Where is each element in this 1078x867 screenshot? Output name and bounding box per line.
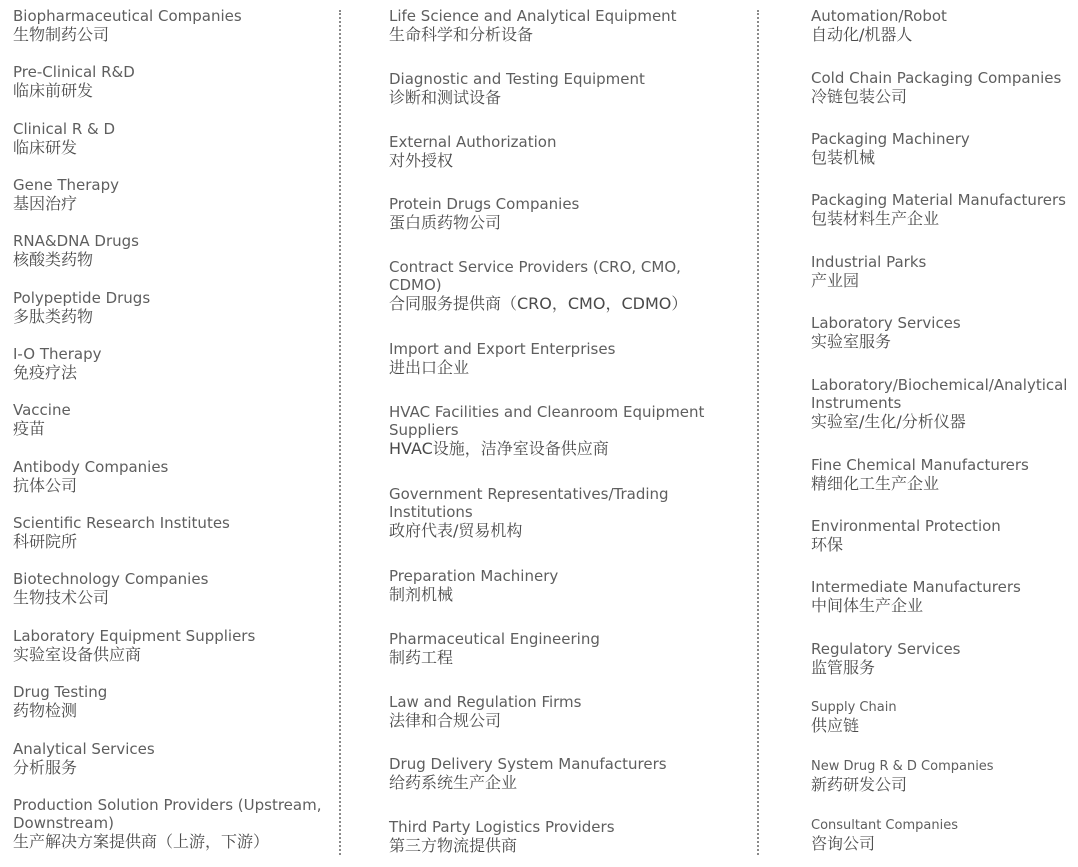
category-name-en: Regulatory Services [811, 640, 961, 658]
category-name-en: I-O Therapy [13, 345, 102, 363]
category-name-en: RNA&DNA Drugs [13, 232, 139, 250]
category-name-en: Government Representatives/Trading Institutions [389, 485, 669, 521]
category-name-en: Production Solution Providers (Upstream, Downstream) [13, 796, 322, 832]
category-name-en: Laboratory/Biochemical/Analytical Instruments [811, 376, 1068, 412]
category-name-en: Laboratory Equipment Suppliers [13, 627, 256, 645]
category-item [811, 253, 1073, 291]
category-name-en: Protein Drugs Companies [389, 195, 580, 213]
category-name-zh: 制药工程 [389, 648, 454, 667]
category-item [13, 683, 333, 721]
category-item [389, 630, 719, 668]
category-item [389, 7, 719, 45]
category-name-zh: 制剂机械 [389, 585, 454, 604]
category-name-en: Pharmaceutical Engineering [389, 630, 600, 648]
category-item [389, 567, 719, 605]
category-name-zh: 生命科学和分析设备 [389, 25, 534, 44]
category-name-zh: 临床研发 [13, 138, 78, 157]
category-name-en: Intermediate Manufacturers [811, 578, 1021, 596]
category-name-en: Law and Regulation Firms [389, 693, 582, 711]
category-name-zh: 包装机械 [811, 148, 876, 167]
category-item [13, 627, 333, 665]
category-name-en: Consultant Companies [811, 818, 958, 833]
category-item [811, 376, 1073, 432]
category-name-en: Pre-Clinical R&D [13, 63, 135, 81]
category-name-en: Drug Testing [13, 683, 108, 701]
category-name-zh: 精细化工生产企业 [811, 474, 940, 493]
category-name-zh: 供应链 [811, 716, 860, 735]
category-item [13, 514, 333, 552]
category-name-en: Antibody Companies [13, 458, 169, 476]
category-name-en: HVAC Facilities and Cleanroom Equipment Suppliers [389, 403, 705, 439]
category-name-en: Fine Chemical Manufacturers [811, 456, 1029, 474]
category-item [811, 130, 1073, 168]
category-item [389, 258, 719, 314]
category-name-en: Biotechnology Companies [13, 570, 209, 588]
category-item [389, 403, 719, 459]
category-item [389, 693, 719, 731]
category-name-zh: 对外授权 [389, 151, 454, 170]
category-name-en: External Authorization [389, 133, 557, 151]
category-name-en: Analytical Services [13, 740, 155, 758]
category-name-zh: 生物制药公司 [13, 25, 110, 44]
category-name-zh: 政府代表/贸易机构 [389, 521, 523, 540]
category-name-zh: 给药系统生产企业 [389, 773, 518, 792]
category-name-zh: 药物检测 [13, 701, 78, 720]
category-name-zh: 包装材料生产企业 [811, 209, 940, 228]
category-name-zh: 监管服务 [811, 658, 876, 677]
category-name-zh: 临床前研发 [13, 81, 94, 100]
category-item [389, 195, 719, 233]
category-name-zh: 实验室/生化/分析仪器 [811, 412, 966, 431]
category-name-zh: 生产解决方案提供商（上游，下游） [13, 832, 270, 851]
category-name-en: Polypeptide Drugs [13, 289, 151, 307]
category-name-zh: 实验室设备供应商 [13, 645, 142, 664]
category-item [13, 458, 333, 496]
category-name-en: Environmental Protection [811, 517, 1001, 535]
category-item [811, 700, 1073, 736]
category-item [811, 640, 1073, 678]
category-name-en: Cold Chain Packaging Companies [811, 69, 1062, 87]
category-name-zh: 进出口企业 [389, 358, 470, 377]
category-name-en: Supply Chain [811, 700, 897, 715]
category-item [389, 70, 719, 108]
category-item [13, 289, 333, 327]
category-item [389, 818, 719, 856]
category-item [389, 485, 719, 541]
category-name-zh: 第三方物流提供商 [389, 836, 518, 855]
category-item [811, 818, 1073, 854]
category-name-en: Biopharmaceutical Companies [13, 7, 242, 25]
category-name-en: Contract Service Providers (CRO, CMO, CDMO) [389, 258, 681, 294]
category-item [811, 517, 1073, 555]
category-name-zh: 科研院所 [13, 532, 78, 551]
column-divider [757, 10, 759, 855]
category-name-zh: 合同服务提供商（CRO，CMO，CDMO） [389, 294, 688, 313]
category-name-en: Drug Delivery System Manufacturers [389, 755, 667, 773]
category-name-zh: 分析服务 [13, 758, 78, 777]
category-name-en: Laboratory Services [811, 314, 961, 332]
category-name-zh: 环保 [811, 535, 844, 554]
category-name-zh: 核酸类药物 [13, 250, 94, 269]
category-name-zh: 诊断和测试设备 [389, 88, 502, 107]
category-item [389, 755, 719, 793]
category-item [389, 340, 719, 378]
category-name-en: Import and Export Enterprises [389, 340, 616, 358]
category-item [811, 456, 1073, 494]
category-name-en: Packaging Machinery [811, 130, 970, 148]
category-item [13, 401, 333, 439]
category-name-en: Life Science and Analytical Equipment [389, 7, 677, 25]
category-item [13, 740, 333, 778]
category-item [811, 759, 1073, 795]
category-name-en: Diagnostic and Testing Equipment [389, 70, 645, 88]
category-name-en: New Drug R & D Companies [811, 759, 994, 774]
category-item [13, 232, 333, 270]
category-item [389, 133, 719, 171]
category-name-en: Preparation Machinery [389, 567, 559, 585]
category-name-en: Packaging Material Manufacturers [811, 191, 1066, 209]
category-name-zh: 疫苗 [13, 419, 46, 438]
category-name-en: Clinical R & D [13, 120, 116, 138]
category-item [811, 578, 1073, 616]
column-divider [339, 10, 341, 855]
category-name-en: Automation/Robot [811, 7, 947, 25]
category-name-en: Third Party Logistics Providers [389, 818, 615, 836]
category-item [811, 191, 1073, 229]
category-name-zh: 咨询公司 [811, 834, 876, 853]
category-item [811, 69, 1073, 107]
category-name-zh: 多肽类药物 [13, 307, 94, 326]
category-name-en: Gene Therapy [13, 176, 120, 194]
category-name-zh: 基因治疗 [13, 194, 78, 213]
category-item [811, 314, 1073, 352]
category-name-zh: 免疫疗法 [13, 363, 78, 382]
category-name-zh: 自动化/机器人 [811, 25, 913, 44]
category-name-en: Industrial Parks [811, 253, 927, 271]
category-name-zh: 产业园 [811, 271, 860, 290]
category-name-zh: 中间体生产企业 [811, 596, 924, 615]
category-item [13, 345, 333, 383]
category-item [13, 63, 333, 101]
category-item [13, 176, 333, 214]
category-name-zh: HVAC设施，洁净室设备供应商 [389, 439, 609, 458]
category-name-zh: 实验室服务 [811, 332, 892, 351]
category-name-zh: 生物技术公司 [13, 588, 110, 607]
category-item [13, 120, 333, 158]
category-name-zh: 冷链包装公司 [811, 87, 908, 106]
category-name-zh: 新药研发公司 [811, 775, 908, 794]
category-name-en: Scientific Research Institutes [13, 514, 230, 532]
category-item [811, 7, 1073, 45]
category-item [13, 796, 333, 852]
category-item [13, 570, 333, 608]
category-name-en: Vaccine [13, 401, 71, 419]
category-item [13, 7, 333, 45]
category-name-zh: 抗体公司 [13, 476, 78, 495]
category-name-zh: 法律和合规公司 [389, 711, 502, 730]
category-name-zh: 蛋白质药物公司 [389, 213, 502, 232]
